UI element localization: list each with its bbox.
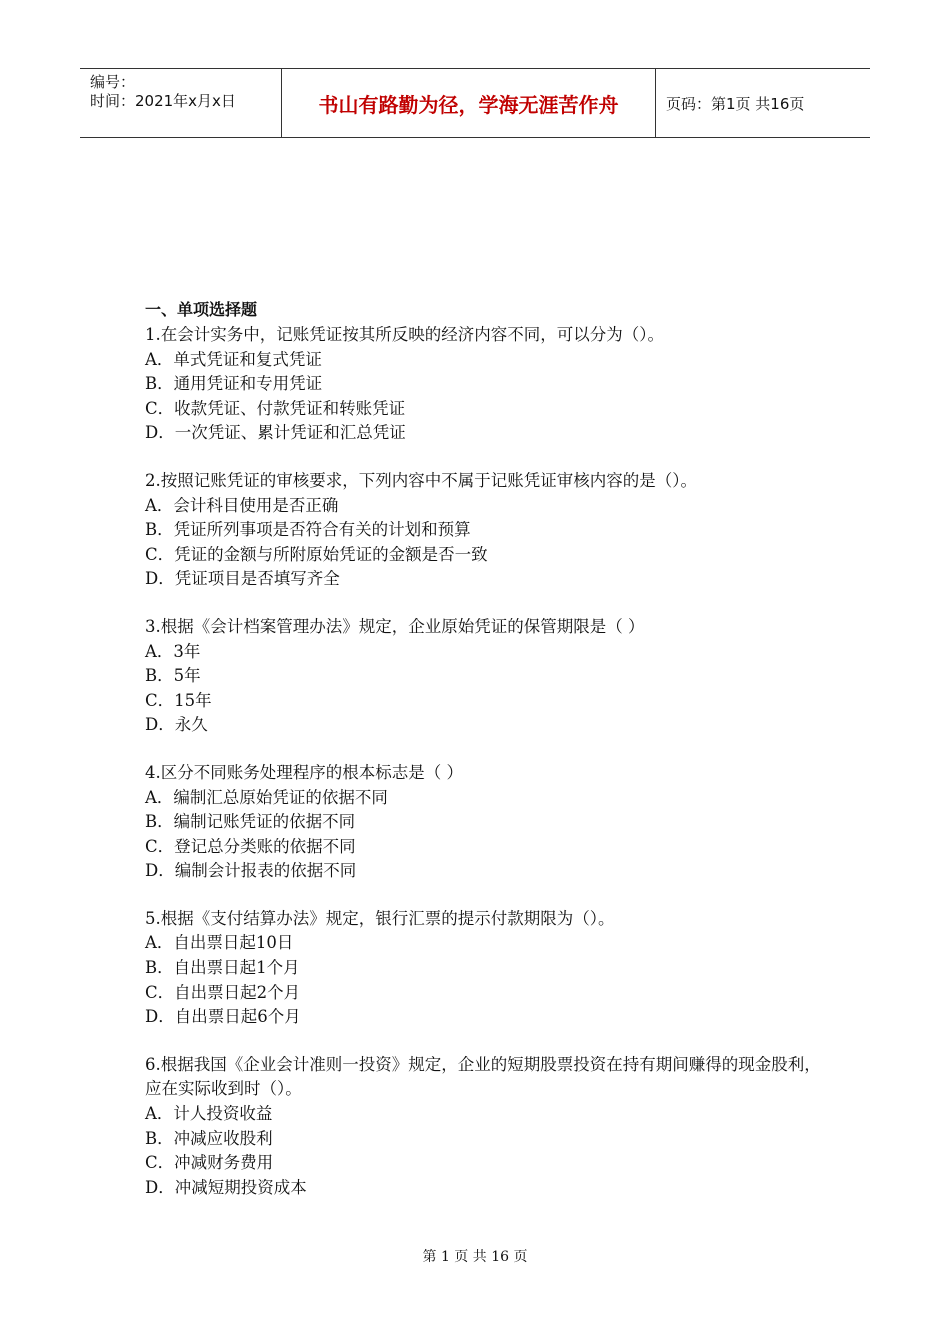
question-item	[145, 615, 825, 738]
question-option: A．单式凭证和复式凭证	[145, 349, 322, 369]
header-meta	[80, 69, 282, 137]
question-option: B．冲减应收股利	[145, 1128, 273, 1148]
question-option: D．凭证项目是否填写齐全	[145, 569, 340, 589]
question-option: A．编制汇总原始凭证的依据不同	[145, 787, 388, 807]
question-option: C．登记总分类账的依据不同	[145, 836, 356, 856]
question-item	[145, 1053, 825, 1201]
question-option: D．冲减短期投资成本	[145, 1177, 307, 1197]
question-option: C．凭证的金额与所附原始凭证的金额是否一致	[145, 544, 488, 564]
question-option: C．收款凭证、付款凭证和转账凭证	[145, 398, 406, 418]
page-footer: 第 1 页 共 16 页	[422, 1249, 528, 1265]
document-time-label: 时间：2021年x月x日	[90, 92, 236, 110]
question-stem: 2.按照记账凭证的审核要求，下列内容中不属于记账凭证审核内容的是（）。	[145, 470, 697, 490]
header-motto: 书山有路勤为径，学海无涯苦作舟	[282, 69, 656, 137]
question-option: B．编制记账凭证的依据不同	[145, 812, 356, 832]
question-option: B．凭证所列事项是否符合有关的计划和预算	[145, 520, 471, 540]
question-stem: 6.根据我国《企业会计准则一投资》规定，企业的短期股票投资在持有期间赚得的现金股利，应在实际收到时（）。	[145, 1054, 821, 1099]
question-option: A．3年	[145, 641, 201, 661]
question-option: C．冲减财务费用	[145, 1153, 274, 1173]
header-page-info: 页码：第1页 共16页	[666, 94, 805, 113]
question-option: D．编制会计报表的依据不同	[145, 861, 357, 881]
question-list	[145, 323, 825, 1200]
question-option: B．通用凭证和专用凭证	[145, 374, 323, 394]
question-option: A．会计科目使用是否正确	[145, 495, 339, 515]
question-stem: 1.在会计实务中，记账凭证按其所反映的经济内容不同，可以分为（）。	[145, 325, 664, 344]
question-option: D．永久	[145, 715, 208, 735]
question-option: C．15年	[145, 690, 212, 710]
question-option: C．自出票日起2个月	[145, 982, 301, 1002]
question-stem: 4.区分不同账务处理程序的根本标志是（ ）	[145, 762, 463, 782]
question-option: B．自出票日起1个月	[145, 958, 300, 978]
question-option: D．自出票日起6个月	[145, 1007, 301, 1027]
question-item	[145, 469, 825, 592]
question-option: A．计人投资收益	[145, 1104, 273, 1124]
page-header	[80, 68, 870, 138]
section-title: 一、单项选择题	[145, 300, 258, 319]
question-option: D．一次凭证、累计凭证和汇总凭证	[145, 423, 406, 443]
question-item	[145, 907, 825, 1030]
question-stem: 3.根据《会计档案管理办法》规定，企业原始凭证的保管期限是（ ）	[145, 616, 645, 636]
question-stem: 5.根据《支付结算办法》规定，银行汇票的提示付款期限为（）。	[145, 908, 615, 928]
question-item	[145, 323, 825, 446]
question-item	[145, 761, 825, 884]
document-body	[145, 298, 825, 1223]
question-option: A．自出票日起10日	[145, 933, 294, 953]
document-number-label: 编号：	[90, 73, 136, 91]
question-option: B．5年	[145, 666, 201, 686]
